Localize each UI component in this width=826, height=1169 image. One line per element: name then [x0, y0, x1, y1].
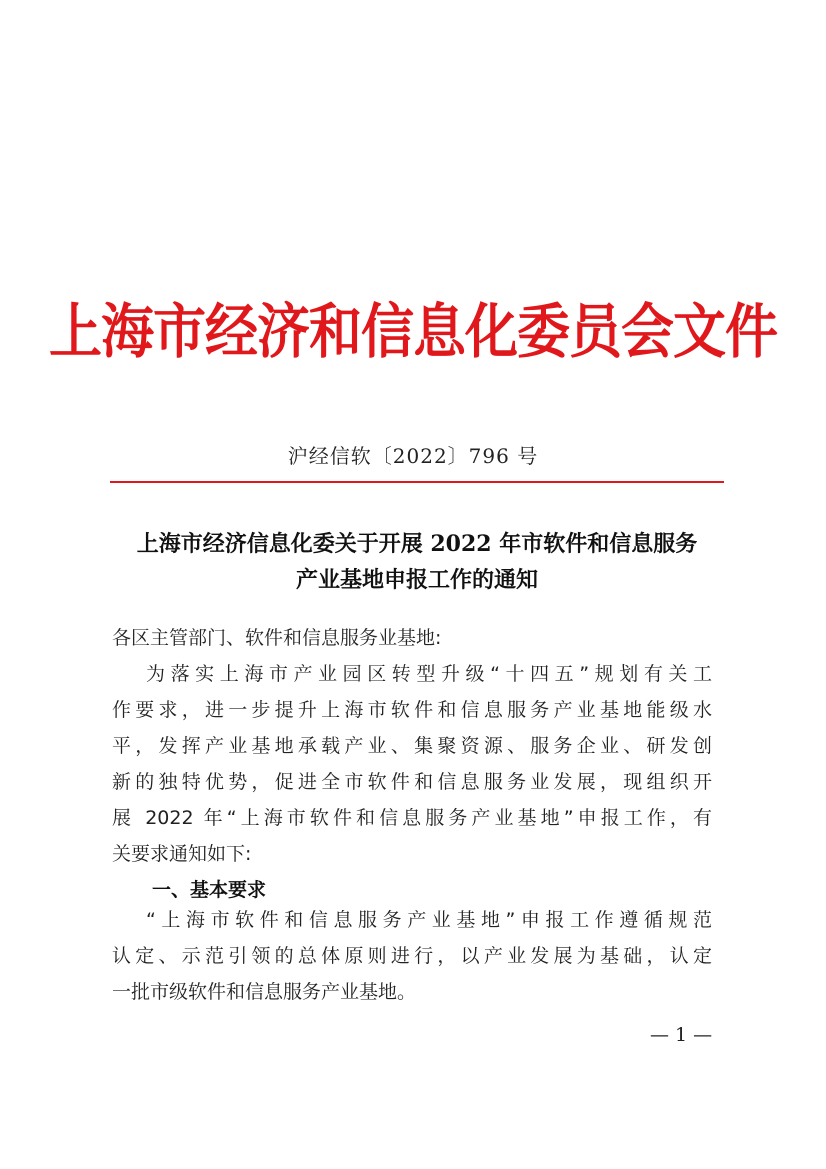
salutation: 各区主管部门、软件和信息服务业基地:: [112, 627, 442, 649]
paragraph-basic-requirements: [112, 902, 712, 1010]
section-heading-basic-requirements: 一、基本要求: [152, 879, 267, 901]
paragraph-line: 认定、示范引领的总体原则进行，以产业发展为基础，认定: [112, 945, 712, 967]
paragraph-line: 展 2022 年“上海市软件和信息服务产业基地”申报工作，有: [112, 807, 712, 829]
notice-title: [100, 526, 734, 598]
document-number: 沪经信软〔2022〕796 号: [287, 444, 539, 468]
notice-title-line-1: 上海市经济信息化委关于开展 2022 年市软件和信息服务: [136, 531, 698, 557]
notice-title-line-2: 产业基地申报工作的通知: [295, 567, 538, 593]
issuer-title: 上海市经济和信息化委员会文件: [49, 297, 777, 367]
paragraph-line: 新的独特优势，促进全市软件和信息服务业发展，现组织开: [112, 771, 712, 793]
paragraph-line: “上海市软件和信息服务产业基地”申报工作遵循规范: [146, 909, 712, 931]
red-divider-line: [110, 481, 724, 483]
paragraph-line: 一批市级软件和信息服务产业基地。: [112, 981, 417, 1003]
page-number: — 1 —: [650, 1024, 713, 1046]
paragraph-intro: [112, 656, 712, 872]
paragraph-line: 关要求通知如下:: [112, 843, 252, 865]
paragraph-line: 作要求，进一步提升上海市软件和信息服务产业基地能级水: [112, 699, 712, 721]
paragraph-line: 为落实上海市产业园区转型升级“十四五”规划有关工: [146, 663, 712, 685]
paragraph-line: 平，发挥产业基地承载产业、集聚资源、服务企业、研发创: [112, 735, 712, 757]
